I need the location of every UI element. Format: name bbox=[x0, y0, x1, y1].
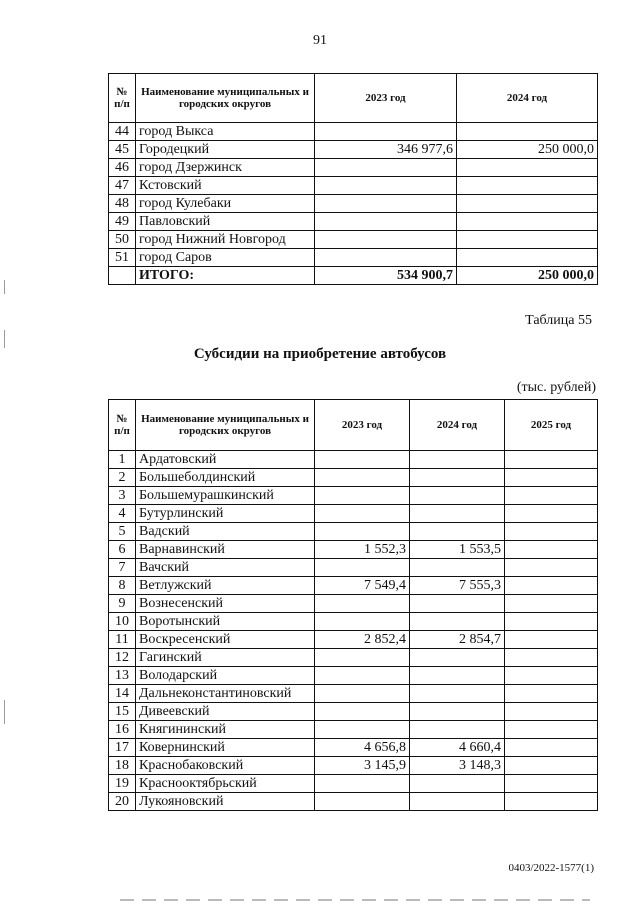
row-value-2024 bbox=[410, 775, 505, 793]
row-value-2023 bbox=[315, 775, 410, 793]
row-value-2025 bbox=[505, 649, 598, 667]
row-name: Воскресенский bbox=[136, 631, 315, 649]
row-number: 48 bbox=[109, 195, 136, 213]
header-2025: 2025 год bbox=[505, 400, 598, 451]
row-value-2024: 4 660,4 bbox=[410, 739, 505, 757]
row-value-2025 bbox=[505, 505, 598, 523]
row-value-2023 bbox=[315, 523, 410, 541]
table-row bbox=[109, 541, 598, 559]
table-row bbox=[109, 141, 598, 159]
row-value-2023 bbox=[315, 793, 410, 811]
row-name: Володарский bbox=[136, 667, 315, 685]
row-name: Дальнеконстантиновский bbox=[136, 685, 315, 703]
row-value-2023 bbox=[315, 231, 457, 249]
row-value-2024 bbox=[410, 523, 505, 541]
row-value-2023: 4 656,8 bbox=[315, 739, 410, 757]
units-note: (тыс. рублей) bbox=[516, 380, 596, 395]
row-number: 6 bbox=[109, 541, 136, 559]
table-2-header-row bbox=[109, 400, 598, 451]
row-number: 1 bbox=[109, 451, 136, 469]
row-value-2023 bbox=[315, 595, 410, 613]
row-value-2025 bbox=[505, 631, 598, 649]
row-value-2024 bbox=[410, 685, 505, 703]
table-row bbox=[109, 721, 598, 739]
table-row bbox=[109, 757, 598, 775]
row-value-2023 bbox=[315, 505, 410, 523]
table-row bbox=[109, 523, 598, 541]
row-value-2024 bbox=[457, 123, 598, 141]
row-name: Вачский bbox=[136, 559, 315, 577]
row-value-2023 bbox=[315, 649, 410, 667]
row-name: Кстовский bbox=[136, 177, 315, 195]
row-value-2023 bbox=[315, 685, 410, 703]
row-number: 46 bbox=[109, 159, 136, 177]
row-value-2024 bbox=[410, 649, 505, 667]
row-name: Вознесенский bbox=[136, 595, 315, 613]
scan-mark bbox=[4, 280, 5, 294]
row-number: 51 bbox=[109, 249, 136, 267]
table-row bbox=[109, 793, 598, 811]
row-value-2025 bbox=[505, 739, 598, 757]
table-row bbox=[109, 123, 598, 141]
row-name: Большеболдинский bbox=[136, 469, 315, 487]
row-value-2023 bbox=[315, 249, 457, 267]
row-value-2024: 1 553,5 bbox=[410, 541, 505, 559]
table-row bbox=[109, 213, 598, 231]
row-value-2023: 1 552,3 bbox=[315, 541, 410, 559]
table-row bbox=[109, 775, 598, 793]
row-value-2023 bbox=[315, 123, 457, 141]
table-2 bbox=[108, 399, 598, 811]
row-value-2024 bbox=[457, 249, 598, 267]
row-value-2025 bbox=[505, 541, 598, 559]
table-row bbox=[109, 649, 598, 667]
row-value-2024 bbox=[410, 721, 505, 739]
table-row bbox=[109, 469, 598, 487]
row-name: Ветлужский bbox=[136, 577, 315, 595]
row-value-2024: 250 000,0 bbox=[457, 141, 598, 159]
table-row bbox=[109, 159, 598, 177]
table-1 bbox=[108, 73, 598, 285]
row-name: Городецкий bbox=[136, 141, 315, 159]
row-number: 5 bbox=[109, 523, 136, 541]
row-value-2024 bbox=[410, 703, 505, 721]
row-value-2024 bbox=[410, 451, 505, 469]
row-number: 4 bbox=[109, 505, 136, 523]
row-value-2023 bbox=[315, 487, 410, 505]
total-blank-cell bbox=[109, 267, 136, 285]
row-value-2024 bbox=[410, 793, 505, 811]
header-number: № п/п bbox=[109, 400, 136, 451]
row-name: город Нижний Новгород bbox=[136, 231, 315, 249]
row-number: 18 bbox=[109, 757, 136, 775]
row-number: 16 bbox=[109, 721, 136, 739]
table-row bbox=[109, 505, 598, 523]
row-name: Павловский bbox=[136, 213, 315, 231]
row-value-2023: 2 852,4 bbox=[315, 631, 410, 649]
row-value-2023: 346 977,6 bbox=[315, 141, 457, 159]
row-value-2023 bbox=[315, 195, 457, 213]
row-number: 3 bbox=[109, 487, 136, 505]
row-value-2023 bbox=[315, 159, 457, 177]
row-value-2025 bbox=[505, 595, 598, 613]
row-value-2025 bbox=[505, 451, 598, 469]
row-value-2023 bbox=[315, 469, 410, 487]
row-value-2024 bbox=[410, 487, 505, 505]
row-value-2023 bbox=[315, 667, 410, 685]
table-row bbox=[109, 249, 598, 267]
row-value-2023 bbox=[315, 559, 410, 577]
row-value-2025 bbox=[505, 469, 598, 487]
table-row bbox=[109, 195, 598, 213]
row-number: 2 bbox=[109, 469, 136, 487]
header-2023: 2023 год bbox=[315, 400, 410, 451]
row-value-2023: 3 145,9 bbox=[315, 757, 410, 775]
header-number: № п/п bbox=[109, 74, 136, 123]
row-number: 45 bbox=[109, 141, 136, 159]
header-2024: 2024 год bbox=[410, 400, 505, 451]
row-name: город Кулебаки bbox=[136, 195, 315, 213]
row-value-2024 bbox=[457, 195, 598, 213]
row-number: 17 bbox=[109, 739, 136, 757]
row-name: Бутурлинский bbox=[136, 505, 315, 523]
row-number: 13 bbox=[109, 667, 136, 685]
row-value-2025 bbox=[505, 559, 598, 577]
row-value-2025 bbox=[505, 523, 598, 541]
table-row bbox=[109, 703, 598, 721]
row-value-2025 bbox=[505, 703, 598, 721]
row-value-2024: 3 148,3 bbox=[410, 757, 505, 775]
row-value-2023 bbox=[315, 613, 410, 631]
row-number: 49 bbox=[109, 213, 136, 231]
total-label: ИТОГО: bbox=[136, 267, 315, 285]
row-name: Варнавинский bbox=[136, 541, 315, 559]
row-value-2025 bbox=[505, 577, 598, 595]
row-value-2024 bbox=[457, 177, 598, 195]
row-number: 50 bbox=[109, 231, 136, 249]
row-number: 44 bbox=[109, 123, 136, 141]
row-value-2023 bbox=[315, 177, 457, 195]
scan-mark bbox=[4, 700, 5, 724]
row-value-2024 bbox=[457, 159, 598, 177]
table-row bbox=[109, 613, 598, 631]
table-row bbox=[109, 177, 598, 195]
row-name: Лукояновский bbox=[136, 793, 315, 811]
row-value-2023 bbox=[315, 703, 410, 721]
row-name: город Выкса bbox=[136, 123, 315, 141]
row-number: 9 bbox=[109, 595, 136, 613]
row-name: Княгининский bbox=[136, 721, 315, 739]
table-row bbox=[109, 631, 598, 649]
scan-mark bbox=[4, 330, 5, 348]
row-value-2023 bbox=[315, 721, 410, 739]
header-2024: 2024 год bbox=[457, 74, 598, 123]
row-value-2025 bbox=[505, 487, 598, 505]
row-value-2024 bbox=[410, 505, 505, 523]
table-row bbox=[109, 487, 598, 505]
row-name: город Саров bbox=[136, 249, 315, 267]
row-value-2023 bbox=[315, 451, 410, 469]
total-2023: 534 900,7 bbox=[315, 267, 457, 285]
total-row bbox=[109, 267, 598, 285]
row-value-2024 bbox=[410, 613, 505, 631]
row-number: 14 bbox=[109, 685, 136, 703]
table-title: Субсидии на приобретение автобусов bbox=[193, 346, 447, 362]
row-name: Ковернинский bbox=[136, 739, 315, 757]
row-value-2023 bbox=[315, 213, 457, 231]
row-name: город Дзержинск bbox=[136, 159, 315, 177]
table-row bbox=[109, 451, 598, 469]
row-number: 10 bbox=[109, 613, 136, 631]
scan-edge-strip bbox=[120, 899, 590, 901]
row-value-2025 bbox=[505, 667, 598, 685]
row-value-2025 bbox=[505, 613, 598, 631]
row-number: 7 bbox=[109, 559, 136, 577]
row-number: 12 bbox=[109, 649, 136, 667]
row-value-2024: 2 854,7 bbox=[410, 631, 505, 649]
row-value-2025 bbox=[505, 757, 598, 775]
row-value-2024 bbox=[410, 667, 505, 685]
row-value-2025 bbox=[505, 793, 598, 811]
table-row bbox=[109, 577, 598, 595]
row-number: 11 bbox=[109, 631, 136, 649]
document-code: 0403/2022-1577(1) bbox=[508, 862, 594, 874]
row-number: 19 bbox=[109, 775, 136, 793]
row-name: Краснобаковский bbox=[136, 757, 315, 775]
row-value-2025 bbox=[505, 775, 598, 793]
row-name: Воротынский bbox=[136, 613, 315, 631]
table-row bbox=[109, 685, 598, 703]
table-row bbox=[109, 231, 598, 249]
table-label: Таблица 55 bbox=[525, 313, 592, 328]
row-number: 15 bbox=[109, 703, 136, 721]
total-2024: 250 000,0 bbox=[457, 267, 598, 285]
table-row bbox=[109, 667, 598, 685]
row-name: Дивеевский bbox=[136, 703, 315, 721]
row-number: 8 bbox=[109, 577, 136, 595]
row-value-2024 bbox=[410, 559, 505, 577]
row-value-2023: 7 549,4 bbox=[315, 577, 410, 595]
table-row bbox=[109, 559, 598, 577]
row-name: Ардатовский bbox=[136, 451, 315, 469]
header-name: Наименование муниципальных и городских округов bbox=[136, 74, 315, 123]
page-number: 91 bbox=[313, 33, 327, 48]
row-value-2025 bbox=[505, 721, 598, 739]
row-value-2025 bbox=[505, 685, 598, 703]
row-name: Вадский bbox=[136, 523, 315, 541]
row-value-2024 bbox=[410, 469, 505, 487]
table-1-header-row bbox=[109, 74, 598, 123]
header-2023: 2023 год bbox=[315, 74, 457, 123]
row-value-2024: 7 555,3 bbox=[410, 577, 505, 595]
row-value-2024 bbox=[457, 213, 598, 231]
row-name: Гагинский bbox=[136, 649, 315, 667]
header-name: Наименование муниципальных и городских округов bbox=[136, 400, 315, 451]
row-name: Большемурашкинский bbox=[136, 487, 315, 505]
table-row bbox=[109, 739, 598, 757]
row-number: 20 bbox=[109, 793, 136, 811]
row-number: 47 bbox=[109, 177, 136, 195]
row-value-2024 bbox=[457, 231, 598, 249]
table-row bbox=[109, 595, 598, 613]
row-name: Краснооктябрьский bbox=[136, 775, 315, 793]
row-value-2024 bbox=[410, 595, 505, 613]
